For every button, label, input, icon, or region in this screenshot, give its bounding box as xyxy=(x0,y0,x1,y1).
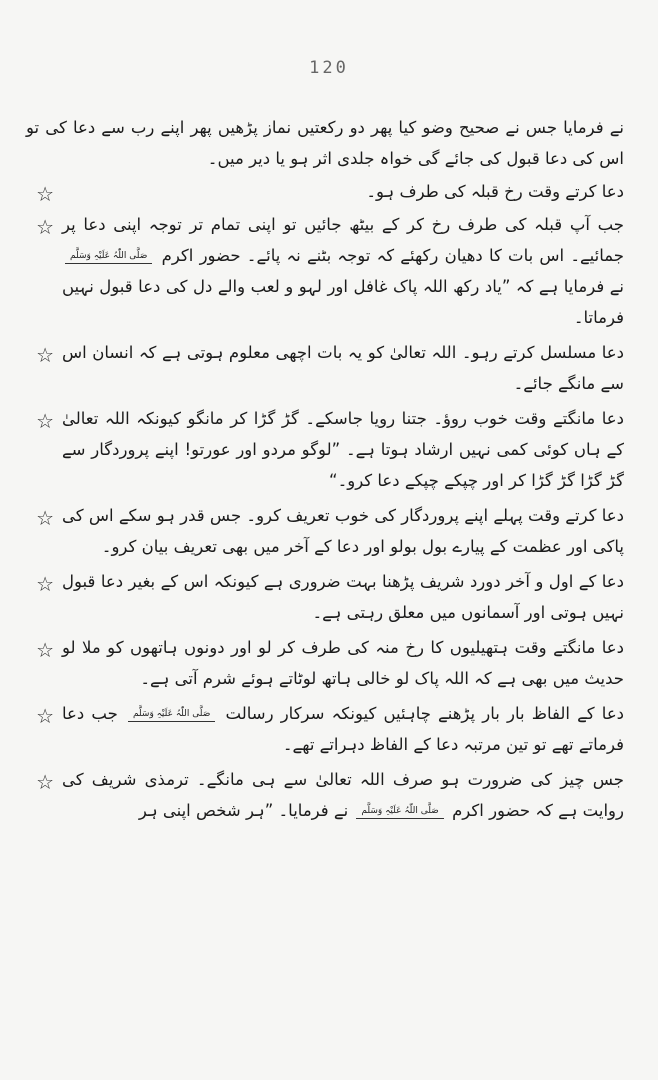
star-icon: ☆ xyxy=(36,704,54,728)
bullet-item-9 xyxy=(26,764,624,826)
star-icon: ☆ xyxy=(36,215,54,239)
bullet-text: دعا مسلسل کرتے رہو۔ اللہ تعالیٰ کو یہ بات اچھی معلوم ہوتی ہے کہ انسان اس سے مانگے جائے۔ xyxy=(62,343,624,393)
star-icon: ☆ xyxy=(36,638,54,662)
star-icon: ☆ xyxy=(36,770,54,794)
bullet-item-8 xyxy=(26,698,624,760)
bullet-item-7 xyxy=(26,632,624,694)
bullet-text: دعا مانگتے وقت ہتھیلیوں کا رخ منہ کی طرف کر لو اور دونوں ہاتھوں کو ملا لو حدیث میں بھی ہے کہ اللہ پاک لو خالی ہاتھ لوٹاتے ہوئے شرم آتی ہے۔ xyxy=(62,638,624,688)
star-icon: ☆ xyxy=(36,572,54,596)
bullet-item-5 xyxy=(26,500,624,562)
bullet-text-part-b: نے فرمایا۔ ”ہر شخص اپنی ہر xyxy=(138,801,349,820)
bullet-text-part-a: دعا کے الفاظ بار بار پڑھنے چاہئیں کیونکہ سرکار رسالت xyxy=(225,704,625,723)
salutation-seal: صَلَّی اللّٰہُ عَلَیْہِ وَسَلَّم xyxy=(65,249,152,264)
bullet-item-2 xyxy=(26,209,624,333)
bullet-item-3 xyxy=(26,337,624,399)
bullet-text-part-b: جب دعا فرماتے تھے تو تین مرتبہ دعا کے الفاظ دہراتے تھے۔ xyxy=(62,704,624,754)
bullet-text: دعا مانگتے وقت خوب روؤ۔ جتنا رویا جاسکے۔ گڑ گڑا کر مانگو کیونکہ اللہ تعالیٰ کے ہاں کوئی کمی نہیں ارشاد ہوتا ہے۔ ”لوگو مردو اور عورتو! اپنے پروردگار سے گڑ گڑا گڑ گڑا کر اور چپکے چپکے دعا کرو۔“ xyxy=(62,409,624,490)
page-number: 120 xyxy=(309,58,349,78)
star-icon: ☆ xyxy=(36,182,54,206)
bullet-text-part-b: نے فرمایا ہے کہ ”یاد رکھ اللہ پاک غافل اور لہو و لعب والے دل کی دعا قبول نہیں فرماتا۔ xyxy=(62,277,624,327)
intro-paragraph: نے فرمایا جس نے صحیح وضو کیا پھر دو رکعتیں نماز پڑھیں پھر اپنے رب سے دعا کی تو اس کی دعا قبول کی جائے گی خواہ جلدی اثر ہو یا دیر میں۔ xyxy=(26,118,624,168)
bullet-text-part-a: جب آپ قبلہ کی طرف رخ کر کے بیٹھ جائیں تو اپنی تمام تر توجہ اپنی دعا پر جمائیے۔ اس بات کا دھیان رکھئے کہ توجہ بٹنے نہ پائے۔ حضور اکرم xyxy=(62,215,624,265)
page-body xyxy=(26,112,624,826)
salutation-seal: صَلَّی اللّٰہُ عَلَیْہِ وَسَلَّم xyxy=(356,804,443,819)
bullet-text: دعا کرتے وقت پہلے اپنے پروردگار کی خوب تعریف کرو۔ جس قدر ہو سکے اس کی پاکی اور عظمت کے پیارے بول بولو اور دعا کے آخر میں بھی تعریف بیان کرو۔ xyxy=(62,506,624,556)
star-icon: ☆ xyxy=(36,343,54,367)
bullet-item-6 xyxy=(26,566,624,628)
bullet-text-part-a: جس چیز کی ضرورت ہو صرف اللہ تعالیٰ سے ہی مانگے۔ ترمذی شریف کی روایت ہے کہ حضور اکرم xyxy=(62,770,624,820)
bullet-text: دعا کرتے وقت رخ قبلہ کی طرف ہو۔ xyxy=(366,182,624,201)
salutation-seal: صَلَّی اللّٰہُ عَلَیْہِ وَسَلَّم xyxy=(128,707,215,722)
bullet-text: دعا کے اول و آخر دورد شریف پڑھنا بہت ضروری ہے کیونکہ اس کے بغیر دعا قبول نہیں ہوتی اور آسمانوں میں معلق رہتی ہے۔ xyxy=(62,572,624,622)
bullet-item-1 xyxy=(26,176,624,207)
star-icon: ☆ xyxy=(36,506,54,530)
star-icon: ☆ xyxy=(36,409,54,433)
bullet-item-4 xyxy=(26,403,624,496)
